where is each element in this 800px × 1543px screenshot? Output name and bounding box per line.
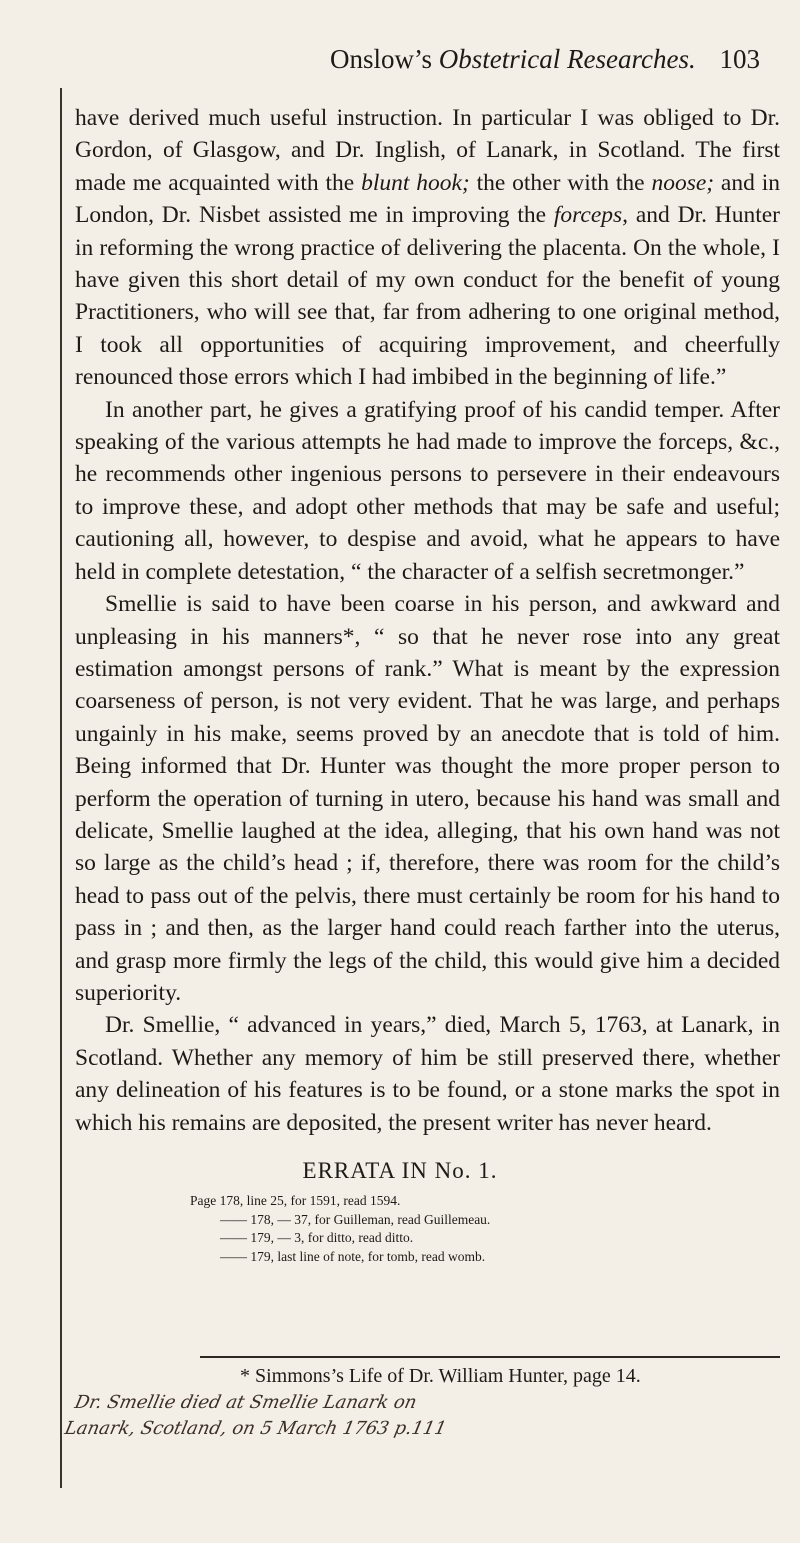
handwritten-annotation (62, 1392, 785, 1462)
errata-line: —— 179, last line of note, for tomb, read womb. (220, 1248, 486, 1264)
paragraph (75, 1009, 780, 1139)
running-title-author: Onslow’s (330, 44, 433, 74)
errata-list (190, 1192, 750, 1266)
paragraph (75, 588, 780, 1009)
paragraph (75, 102, 780, 394)
text-run: In another part, he gives a gratifying proof of his candid temper. After speaking of the various attempts he had made to improve the forceps, &c., he recommends other ingenious persons to persevere in their endeavours to improve these, and adopt other methods that may be safe and useful; cautioning all, however, to despise and avoid, what he appears to have held in complete detestation, “ the character of a selfish secretmonger.” (75, 396, 780, 585)
italic-term: blunt hook; (361, 169, 470, 196)
errata-line: —— 179, — 3, for ditto, read ditto. (220, 1230, 414, 1245)
text-run: the other with the (469, 169, 652, 196)
text-run: Dr. Smellie, “ advanced in years,” died, March 5, 1763, at Lanark, in Scotland. Whether any memory of him be still preserved there, whether any delineation of his features is to be found, or a stone marks the spot in which his remains are deposited, the present writer has never heard. (75, 1012, 780, 1136)
errata-heading: ERRATA IN No. 1. (302, 1158, 498, 1183)
italic-term: forceps, (553, 202, 629, 229)
left-margin-line (60, 88, 62, 1488)
errata-line: —— 178, — 37, for Guilleman, read Guillemeau. (220, 1211, 491, 1227)
running-title-work: Obstetrical Researches. (438, 44, 696, 74)
text-run: have derived much useful instruction. In particular I was obliged to Dr. Gordon, of Glasgow, and Dr. Inglish, of Lanark, in Scotland. The first made me acquainted with the (75, 105, 780, 196)
text-run: Smellie is said to have been coarse in his person, and awkward and unpleasing in his manners*, “ so that he never rose into any great estimation amongst persons of rank.” What is meant by the expression coarseness of person, is not very evident. That he was large, and perhaps ungainly in his make, seems proved by an anecdote that is told of him. Being informed that Dr. Hunter was thought the more proper person to perform the operation of turning in utero, because his hand was small and delicate, Smellie laughed at the idea, alleging, that his own hand was not so large as the child’s head ; if, therefore, there was room for the child’s head to pass out of the pelvis, there must certainly be room for his hand to pass in ; and then, as the larger hand could reach farther into the uterus, and grasp more firmly the legs of the child, this would give him a decided superiority. (75, 591, 780, 1006)
text-run: and Dr. Hunter in reforming the wrong practice of delivering the placenta. On the whole, I have given this short detail of my own conduct for the benefit of young Practitioners, who will see that, far from adhering to one original method, I took all opportunities of acquiring improvement, and cheerfully renounced those errors which I had imbibed in the beginning of life.” (75, 202, 780, 391)
footnote: * Simmons’s Life of Dr. William Hunter, page 14. (240, 1365, 641, 1387)
body-text (75, 102, 780, 1139)
italic-term: noose; (651, 169, 715, 196)
running-title (330, 44, 696, 75)
handwritten-line-2: Lanark, Scotland, on 5 March 1763 p.111 (62, 1418, 449, 1439)
page-number: 103 (719, 44, 760, 74)
handwritten-line-1: Dr. Smellie died at Smellie Lanark on (72, 1392, 419, 1413)
errata-line: Page 178, line 25, for 1591, read 1594. (190, 1193, 401, 1208)
paragraph (75, 394, 780, 588)
footnote-rule (200, 1356, 780, 1358)
text-run: and in London, Dr. Nisbet assisted me in improving the (75, 169, 780, 229)
